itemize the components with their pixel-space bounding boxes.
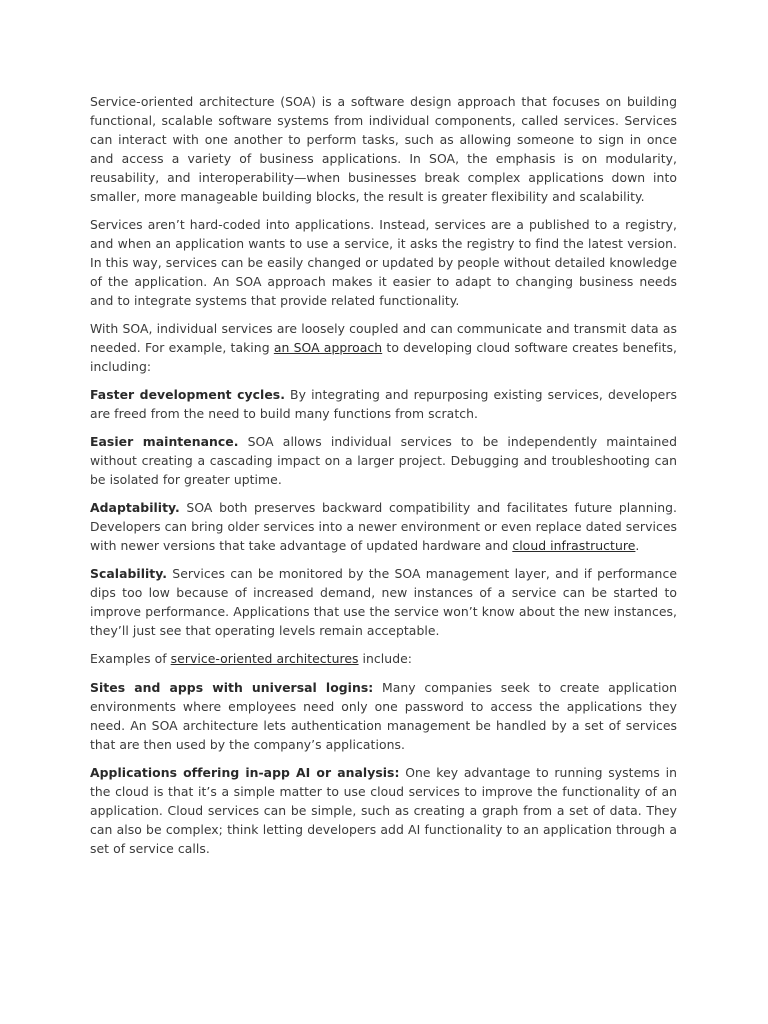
paragraph-adaptability (90, 498, 677, 555)
paragraph-text: . (635, 538, 640, 553)
paragraph-text: include: (358, 651, 413, 666)
paragraph-scalability (90, 564, 677, 640)
paragraph-universal-logins (90, 678, 677, 754)
paragraph-text: Services can be monitored by the SOA management layer, and if performance dips too low because of increased demand, new instances of a service can be started to improve performance. Applications that use the service won’t know about the new instances, they’ll just see that operating levels remain acceptable. (90, 566, 677, 638)
paragraph-text: By integrating and repurposing existing services, developers are freed from the need to build many functions from scratch. (90, 387, 677, 421)
paragraph-intro (90, 92, 677, 206)
paragraph-in-app-ai (90, 763, 677, 858)
bold-lead: Adaptability. (90, 500, 180, 515)
paragraph-text: Many companies seek to create application environments where employees need only one password to access the applications they need. An SOA architecture lets authentication management be handled by a set of services that are then used by the company’s applications. (90, 680, 678, 752)
service-oriented-architectures-link[interactable]: service-oriented architectures (170, 651, 359, 666)
paragraph-text: One key advantage to running systems in the cloud is that it’s a simple matter to use cloud services to improve the functionality of an application. Cloud services can be simple, such as creating a graph from a set of data. They can also be complex; think letting developers add AI functionality to an application through a set of service calls. (90, 765, 677, 856)
paragraph-text: SOA allows individual services to be independently maintained without creating a cascading impact on a larger project. Debugging and troubleshooting can be isolated for greater uptime. (90, 434, 677, 487)
paragraph-text: SOA both preserves backward compatibility and facilitates future planning. Developers can bring older services into a newer environment or even replace dated services with newer versions that take advantage of updated hardware and (90, 500, 677, 553)
bold-lead: Applications offering in-app AI or analysis: (90, 765, 400, 780)
soa-approach-link[interactable]: an SOA approach (273, 340, 383, 355)
paragraph-text: With SOA, individual services are loosely coupled and can communicate and transmit data as needed. For example, taking (90, 321, 677, 355)
paragraph-text: Examples of (90, 651, 171, 666)
paragraph-easier-maintenance (90, 432, 677, 489)
paragraph-benefits-intro (90, 319, 677, 376)
paragraph-registry (90, 215, 677, 310)
bold-lead: Scalability. (90, 566, 168, 581)
paragraph-text: Service-oriented architecture (SOA) is a software design approach that focuses on building functional, scalable software systems from individual components, called services. Services can interact with one another to perform tasks, such as allowing someone to sign in once and access a variety of business applications. In SOA, the emphasis is on modularity, reusability, and interoperability—when businesses break complex applications down into smaller, more manageable building blocks, the result is greater flexibility and scalability. (90, 94, 677, 204)
paragraph-text: to developing cloud software creates benefits, including: (90, 340, 677, 374)
paragraph-text: Services aren’t hard-coded into applications. Instead, services are a published to a registry, and when an application wants to use a service, it asks the registry to find the latest version. In this way, services can be easily changed or updated by people without detailed knowledge of the application. An SOA approach makes it easier to adapt to changing business needs and to integrate systems that provide related functionality. (90, 217, 677, 308)
cloud-infrastructure-link[interactable]: cloud infrastructure (512, 538, 636, 553)
bold-lead: Faster development cycles. (90, 387, 285, 402)
bold-lead: Easier maintenance. (90, 434, 239, 449)
paragraph-examples-intro (90, 649, 677, 668)
bold-lead: Sites and apps with universal logins: (90, 680, 374, 695)
paragraph-faster-development (90, 385, 677, 423)
